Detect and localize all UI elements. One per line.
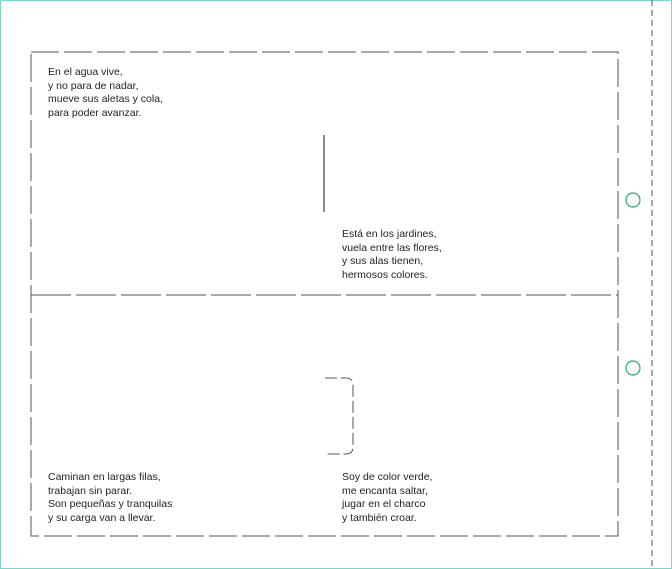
riddle-line: jugar en el charco: [342, 498, 426, 510]
riddle-line: y sus alas tienen,: [342, 255, 424, 267]
riddle-line: vuela entre las flores,: [342, 241, 442, 254]
binding-hole-top: [626, 193, 640, 207]
riddle-line: y su carga van a llevar.: [48, 511, 156, 524]
riddle-fish: [48, 66, 163, 120]
binding-hole-bottom: [626, 361, 640, 375]
riddle-ants: [48, 471, 172, 525]
riddle-line: Caminan en largas filas,: [48, 471, 161, 483]
riddle-line: y no para de nadar,: [48, 79, 139, 92]
riddle-line: para poder avanzar.: [48, 106, 142, 119]
riddle-butterfly: [342, 228, 442, 282]
riddle-frog: [342, 471, 432, 525]
riddle-line: En el agua vive,: [48, 66, 123, 78]
riddle-line: trabajan sin parar.: [48, 484, 133, 497]
riddle-line: Está en los jardines,: [342, 228, 437, 240]
riddle-line: mueve sus aletas y cola,: [48, 93, 163, 105]
riddle-line: Son pequeñas y tranquilas: [48, 498, 173, 510]
riddle-line: me encanta saltar,: [342, 484, 428, 497]
riddle-line: y también croar.: [342, 511, 417, 524]
riddle-line: Soy de color verde,: [342, 471, 433, 483]
riddle-line: hermosos colores.: [342, 268, 428, 281]
bracket-cut: [325, 378, 353, 454]
cut-border: [31, 52, 618, 536]
